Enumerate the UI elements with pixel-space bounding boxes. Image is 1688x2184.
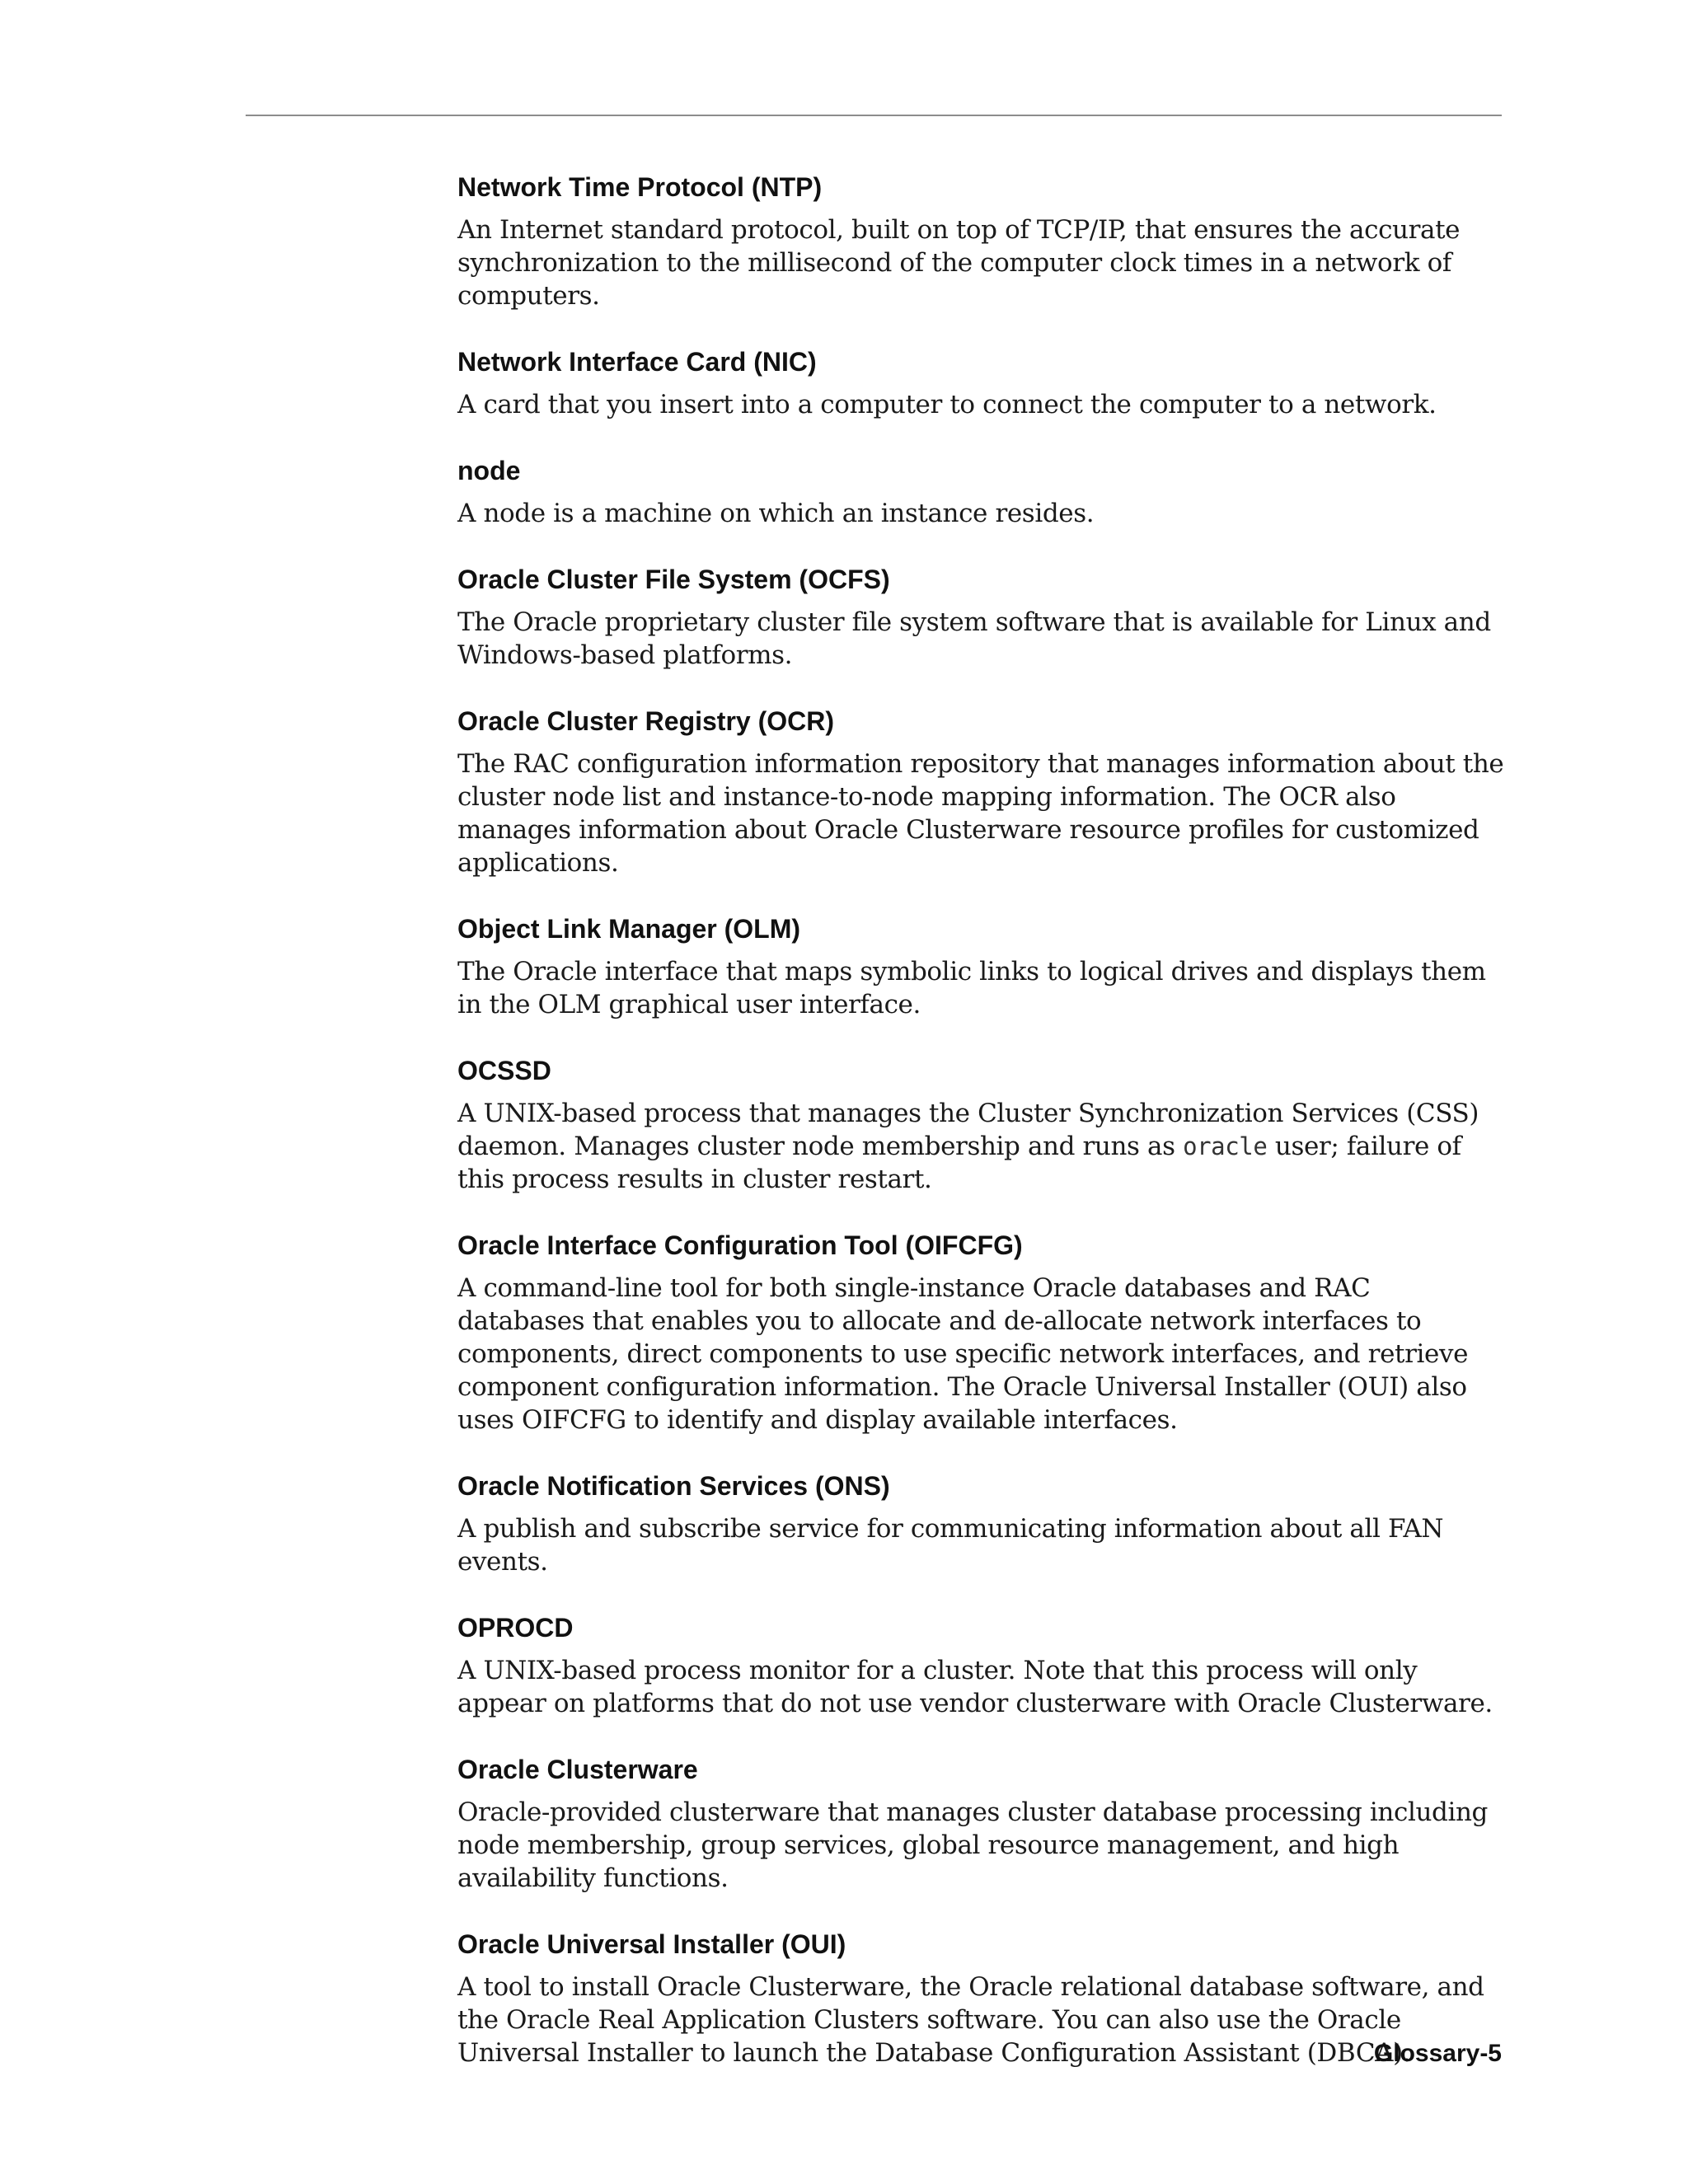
glossary-term: Oracle Notification Services (ONS): [457, 1471, 890, 1501]
glossary-term: Oracle Cluster Registry (OCR): [457, 706, 835, 736]
glossary-entry: [457, 912, 1504, 1021]
glossary-term: Network Time Protocol (NTP): [457, 172, 823, 202]
glossary-term: Object Link Manager (OLM): [457, 914, 801, 944]
glossary-term: OCSSD: [457, 1056, 551, 1085]
glossary-entry: [457, 1928, 1504, 2069]
glossary-entry: [457, 345, 1504, 421]
glossary-entry: [457, 1469, 1504, 1578]
glossary-entry: [457, 1054, 1504, 1196]
glossary-term: Network Interface Card (NIC): [457, 347, 817, 377]
glossary-term: Oracle Interface Configuration Tool (OIFCFG): [457, 1230, 1023, 1260]
definition-text: A UNIX-based process that manages the Cluster Synchronization Services (CSS) daemon. Manages cluster node membership and runs as: [457, 1099, 1479, 1161]
glossary-definition: The Oracle interface that maps symbolic links to logical drives and displays them in the OLM graphical user interface.: [457, 957, 1486, 1019]
glossary-term: Oracle Universal Installer (OUI): [457, 1929, 846, 1959]
glossary-definition: A tool to install Oracle Clusterware, the Oracle relational database software, and the Oracle Real Application Clusters software. You can also use the Oracle Universal Installer to launch the Database Configuration Assistant (DBCA).: [457, 1972, 1484, 2068]
glossary-definition: The Oracle proprietary cluster file system software that is available for Linux and Windows-based platforms.: [457, 607, 1491, 670]
glossary-term: Oracle Clusterware: [457, 1755, 698, 1784]
glossary-entry: [457, 1229, 1504, 1436]
header-rule: [246, 115, 1502, 116]
glossary-entry: [457, 563, 1504, 672]
glossary-definition: A UNIX-based process monitor for a cluster. Note that this process will only appear on platforms that do not use vendor clusterware with Oracle Clusterware.: [457, 1656, 1493, 1718]
glossary-definition: The RAC configuration information repository that manages information about the cluster node list and instance-to-node mapping information. The OCR also manages information about Oracle Clusterware resource profiles for customized applications.: [457, 749, 1504, 878]
page-number: Glossary-5: [1373, 2040, 1502, 2067]
glossary-entry: [457, 1611, 1504, 1720]
glossary-term: node: [457, 456, 521, 485]
glossary-definition: A node is a machine on which an instance resides.: [457, 499, 1095, 528]
glossary-definition: A card that you insert into a computer to connect the computer to a network.: [457, 390, 1437, 419]
glossary-definition: [457, 1097, 1504, 1196]
code-literal: oracle: [1183, 1132, 1268, 1160]
definition-text: user; failure of this process results in cluster restart.: [457, 1132, 1461, 1194]
glossary-definition: An Internet standard protocol, built on top of TCP/IP, that ensures the accurate synchronization to the millisecond of the computer clock times in a network of computers.: [457, 215, 1461, 311]
glossary-entry: [457, 1753, 1504, 1895]
glossary-list: [457, 171, 1504, 2102]
glossary-definition: Oracle-provided clusterware that manages cluster database processing including node membership, group services, global resource management, and high availability functions.: [457, 1797, 1489, 1893]
glossary-definition: A command-line tool for both single-instance Oracle databases and RAC databases that enables you to allocate and de-allocate network interfaces to components, direct components to use specific network interfaces, and retrieve component configuration information. The Oracle Universal Installer (OUI) also uses OIFCFG to identify and display available interfaces.: [457, 1273, 1469, 1435]
glossary-entry: [457, 454, 1504, 530]
glossary-term: Oracle Cluster File System (OCFS): [457, 565, 890, 594]
glossary-entry: [457, 171, 1504, 312]
glossary-entry: [457, 705, 1504, 879]
glossary-term: OPROCD: [457, 1613, 574, 1643]
glossary-definition: A publish and subscribe service for communicating information about all FAN events.: [457, 1514, 1444, 1577]
